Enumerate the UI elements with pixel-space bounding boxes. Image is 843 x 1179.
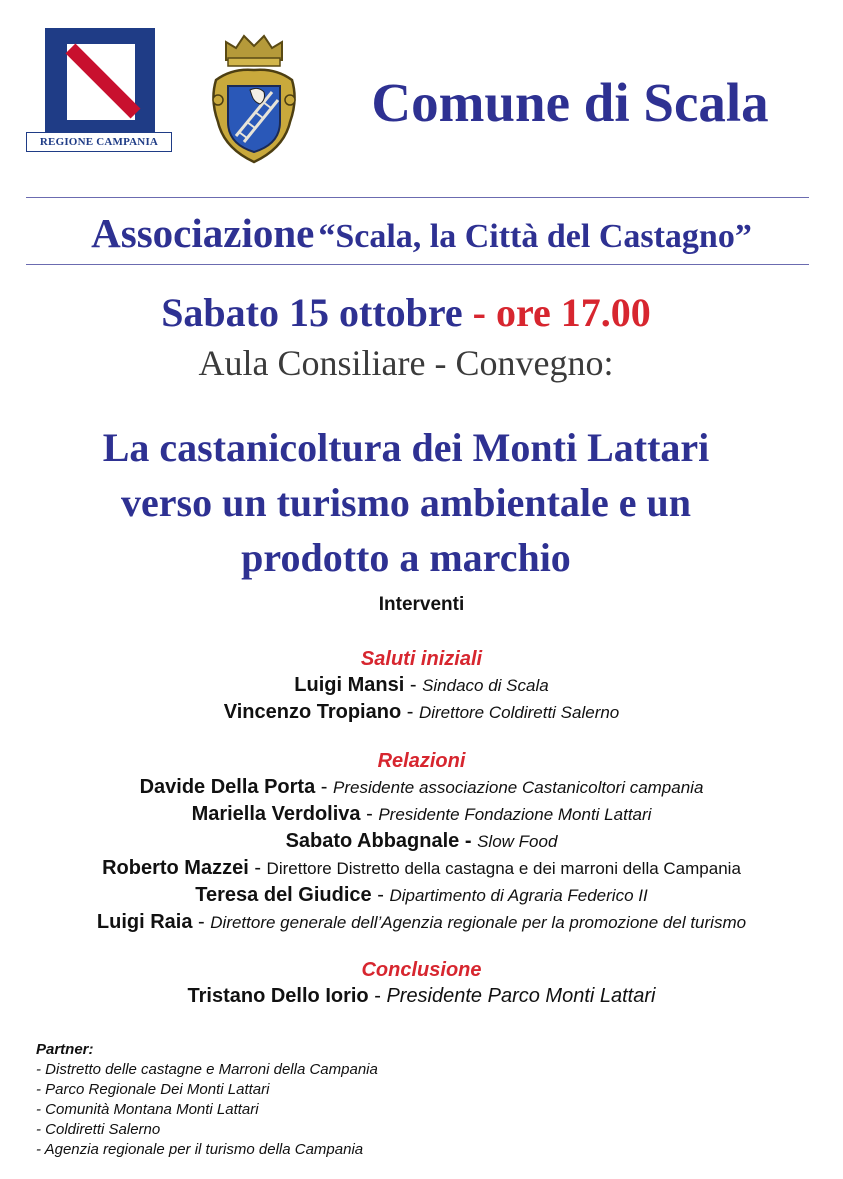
speaker-row: Mariella Verdoliva - Presidente Fondazione Monti Lattari: [191, 803, 652, 825]
speaker-name: Davide Della Porta: [139, 776, 316, 798]
speaker-role: Direttore Distretto della castagna e dei marroni della Campania: [266, 859, 741, 878]
speaker-role: Presidente associazione Castanicoltori campania: [332, 778, 704, 797]
date-time-line: [0, 287, 812, 339]
speaker-name: Roberto Mazzei: [102, 857, 249, 879]
partner-item: - Comunità Montana Monti Lattari: [36, 1101, 259, 1118]
conference-title-line: prodotto a marchio: [241, 535, 571, 580]
speaker-row: Luigi Raia - Direttore generale dell’Agenzia regionale per la promozione del turismo: [96, 911, 747, 933]
speaker-name: Teresa del Giudice: [195, 884, 372, 906]
event-time: ore 17.00: [496, 290, 651, 335]
speaker-role: Direttore Coldiretti Salerno: [418, 703, 620, 722]
speaker-role: Presidente Fondazione Monti Lattari: [378, 805, 652, 824]
speaker-role: Slow Food: [477, 832, 558, 851]
partners-list: [36, 1040, 636, 1160]
speaker-name: Mariella Verdoliva: [191, 803, 361, 825]
association-name: “Scala, la Città del Castagno”: [318, 218, 752, 255]
date-time-separator: -: [462, 290, 496, 335]
speaker-role: Presidente Parco Monti Lattari: [386, 985, 656, 1007]
speaker-row: Tristano Dello Iorio - Presidente Parco Monti Lattari: [187, 985, 656, 1007]
conclusione-heading: Conclusione: [361, 959, 482, 981]
speaker-row: Luigi Mansi - Sindaco di Scala: [294, 674, 549, 696]
saluti-heading: Saluti iniziali: [360, 648, 483, 670]
speaker-name: Sabato Abbagnale: [285, 830, 460, 852]
speaker-row: Sabato Abbagnale - Slow Food: [285, 830, 558, 852]
speaker-name: Vincenzo Tropiano: [223, 701, 402, 723]
speaker-role: Direttore generale dell’Agenzia regionale per la promozione del turismo: [210, 913, 747, 932]
speaker-role: Dipartimento di Agraria Federico II: [389, 886, 648, 905]
partner-item: - Distretto delle castagne e Marroni della Campania: [36, 1061, 378, 1078]
comune-title: Comune di Scala: [371, 72, 769, 133]
relazioni-section: [0, 748, 843, 936]
regione-label: REGIONE CAMPANIA: [26, 132, 172, 152]
speaker-row: Davide Della Porta - Presidente associazione Castanicoltori campania: [139, 776, 704, 798]
conclusione-section: [0, 957, 843, 1009]
speaker-role: Sindaco di Scala: [422, 676, 549, 695]
conference-title: [0, 420, 812, 585]
saluti-section: [0, 646, 843, 726]
association-prefix: Associazione: [91, 210, 315, 256]
interventi-heading: Interventi: [378, 594, 465, 615]
speaker-name: Tristano Dello Iorio: [187, 985, 369, 1007]
event-date: Sabato 15 ottobre: [161, 290, 463, 335]
conference-title-line: La castanicoltura dei Monti Lattari: [102, 425, 710, 470]
partner-item: - Coldiretti Salerno: [36, 1121, 161, 1138]
partners-heading: Partner:: [36, 1041, 94, 1058]
conference-title-line: verso un turismo ambientale e un: [121, 480, 691, 525]
comune-crest-icon: [206, 30, 302, 170]
top-divider: [26, 197, 809, 198]
regione-flag-icon: [45, 28, 155, 134]
association-line: [0, 206, 843, 260]
regione-campania-logo: [26, 28, 172, 154]
speaker-name: Luigi Raia: [96, 911, 193, 933]
bottom-divider: [26, 264, 809, 265]
speaker-row: Vincenzo Tropiano - Direttore Coldiretti Salerno: [223, 701, 620, 723]
partner-item: - Parco Regionale Dei Monti Lattari: [36, 1081, 270, 1098]
speaker-row: Roberto Mazzei - Direttore Distretto della castagna e dei marroni della Campania: [102, 857, 741, 879]
venue-line: Aula Consiliare - Convegno:: [198, 343, 614, 383]
partner-item: - Agenzia regionale per il turismo della Campania: [36, 1141, 364, 1158]
speaker-row: Teresa del Giudice - Dipartimento di Agraria Federico II: [195, 884, 648, 906]
speaker-name: Luigi Mansi: [294, 674, 405, 696]
relazioni-heading: Relazioni: [377, 750, 466, 772]
